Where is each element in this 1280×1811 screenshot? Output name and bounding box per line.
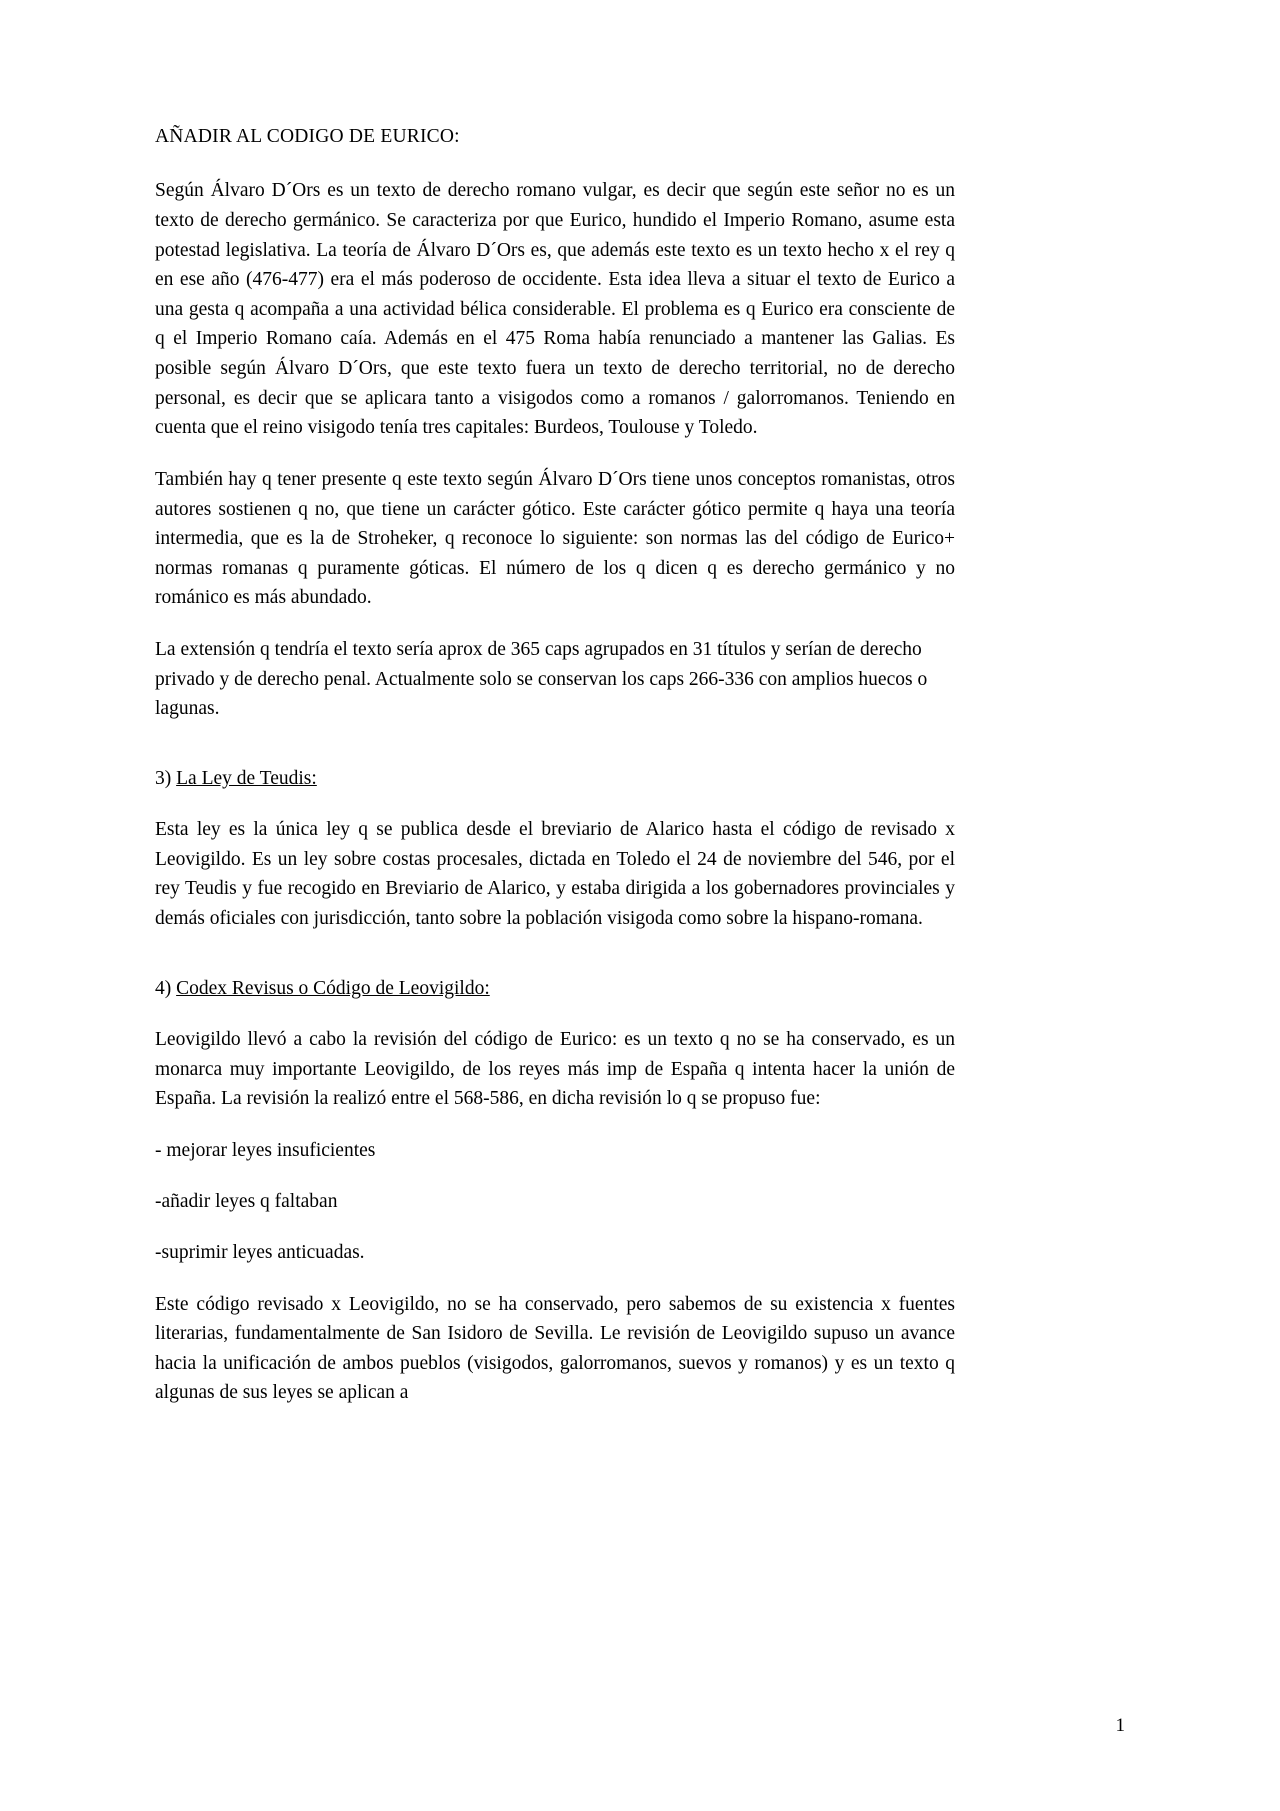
- section-heading-teudis: [155, 764, 955, 793]
- page-title: AÑADIR AL CODIGO DE EURICO:: [155, 126, 460, 147]
- section-number-3: 3): [155, 767, 172, 789]
- section-heading-codex-revisus: [155, 974, 955, 1003]
- section-title-4: Codex Revisus o Código de Leovigildo:: [176, 977, 490, 999]
- paragraph-leovigildo-closing: Este código revisado x Leovigildo, no se ha conservado, pero sabemos de su existencia x fuentes literarias, fundamentalmente de San Isidoro de Sevilla. Le revisión de Leovigildo supuso un avance hacia la unificación de ambos pueblos (visigodos, galorromanos, suevos y romanos) y es un texto q algunas de sus leyes se aplican a: [155, 1293, 955, 1404]
- paragraph-intro-1: Según Álvaro D´Ors es un texto de derecho romano vulgar, es decir que según este señor no es un texto de derecho germánico. Se caracteriza por que Eurico, hundido el Imperio Romano, asume esta potestad legislativa. La teoría de Álvaro D´Ors es, que además este texto es un texto hecho x el rey q en ese año (476-477) era el más poderoso de occidente. Esta idea lleva a situar el texto de Eurico a una gesta q acompaña a una actividad bélica considerable. El problema es q Eurico era consciente de q el Imperio Romano caía. Además en el 475 Roma había renunciado a mantener las Galias. Es posible según Álvaro D´Ors, que este texto fuera un texto de derecho territorial, no de derecho personal, es decir que se aplicara tanto a visigodos como a romanos / galorromanos. Teniendo en cuenta que el reino visigodo tenía tres capitales: Burdeos, Toulouse y Toledo.: [155, 180, 955, 439]
- list-item: -añadir leyes q faltaban: [155, 1191, 338, 1213]
- page-number: 1: [1115, 1715, 1125, 1736]
- list-item: -suprimir leyes anticuadas.: [155, 1242, 365, 1264]
- section-title-3: La Ley de Teudis:: [176, 767, 317, 789]
- paragraph-intro-2: También hay q tener presente q este texto según Álvaro D´Ors tiene unos conceptos romanistas, otros autores sostienen q no, que tiene un carácter gótico. Este carácter gótico permite q haya una teoría intermedia, que es la de Stroheker, q reconoce lo siguiente: son normas las del código de Eurico+ normas romanas q puramente góticas. El número de los q dicen q es derecho germánico y no románico es más abundado.: [155, 468, 955, 609]
- paragraph-intro-3: La extensión q tendría el texto sería aprox de 365 caps agrupados en 31 títulos y serían de derecho privado y de derecho penal. Actualmente solo se conservan los caps 266-336 con amplios huecos o lagunas.: [155, 639, 928, 720]
- document-body: [155, 124, 955, 1430]
- section-number-4: 4): [155, 977, 172, 999]
- paragraph-leovigildo-1: Leovigildo llevó a cabo la revisión del código de Eurico: es un texto q no se ha conservado, es un monarca muy importante Leovigildo, de los reyes más imp de España q intenta hacer la unión de España. La revisión la realizó entre el 568-586, en dicha revisión lo q se propuso fue:: [155, 1028, 955, 1110]
- list-item: - mejorar leyes insuficientes: [155, 1139, 376, 1161]
- paragraph-teudis-1: Esta ley es la única ley q se publica desde el breviario de Alarico hasta el código de revisado x Leovigildo. Es un ley sobre costas procesales, dictada en Toledo el 24 de noviembre del 546, por el rey Teudis y fue recogido en Breviario de Alarico, y estaba dirigida a los gobernadores provinciales y demás oficiales con jurisdicción, tanto sobre la población visigoda como sobre la hispano-romana.: [155, 819, 955, 930]
